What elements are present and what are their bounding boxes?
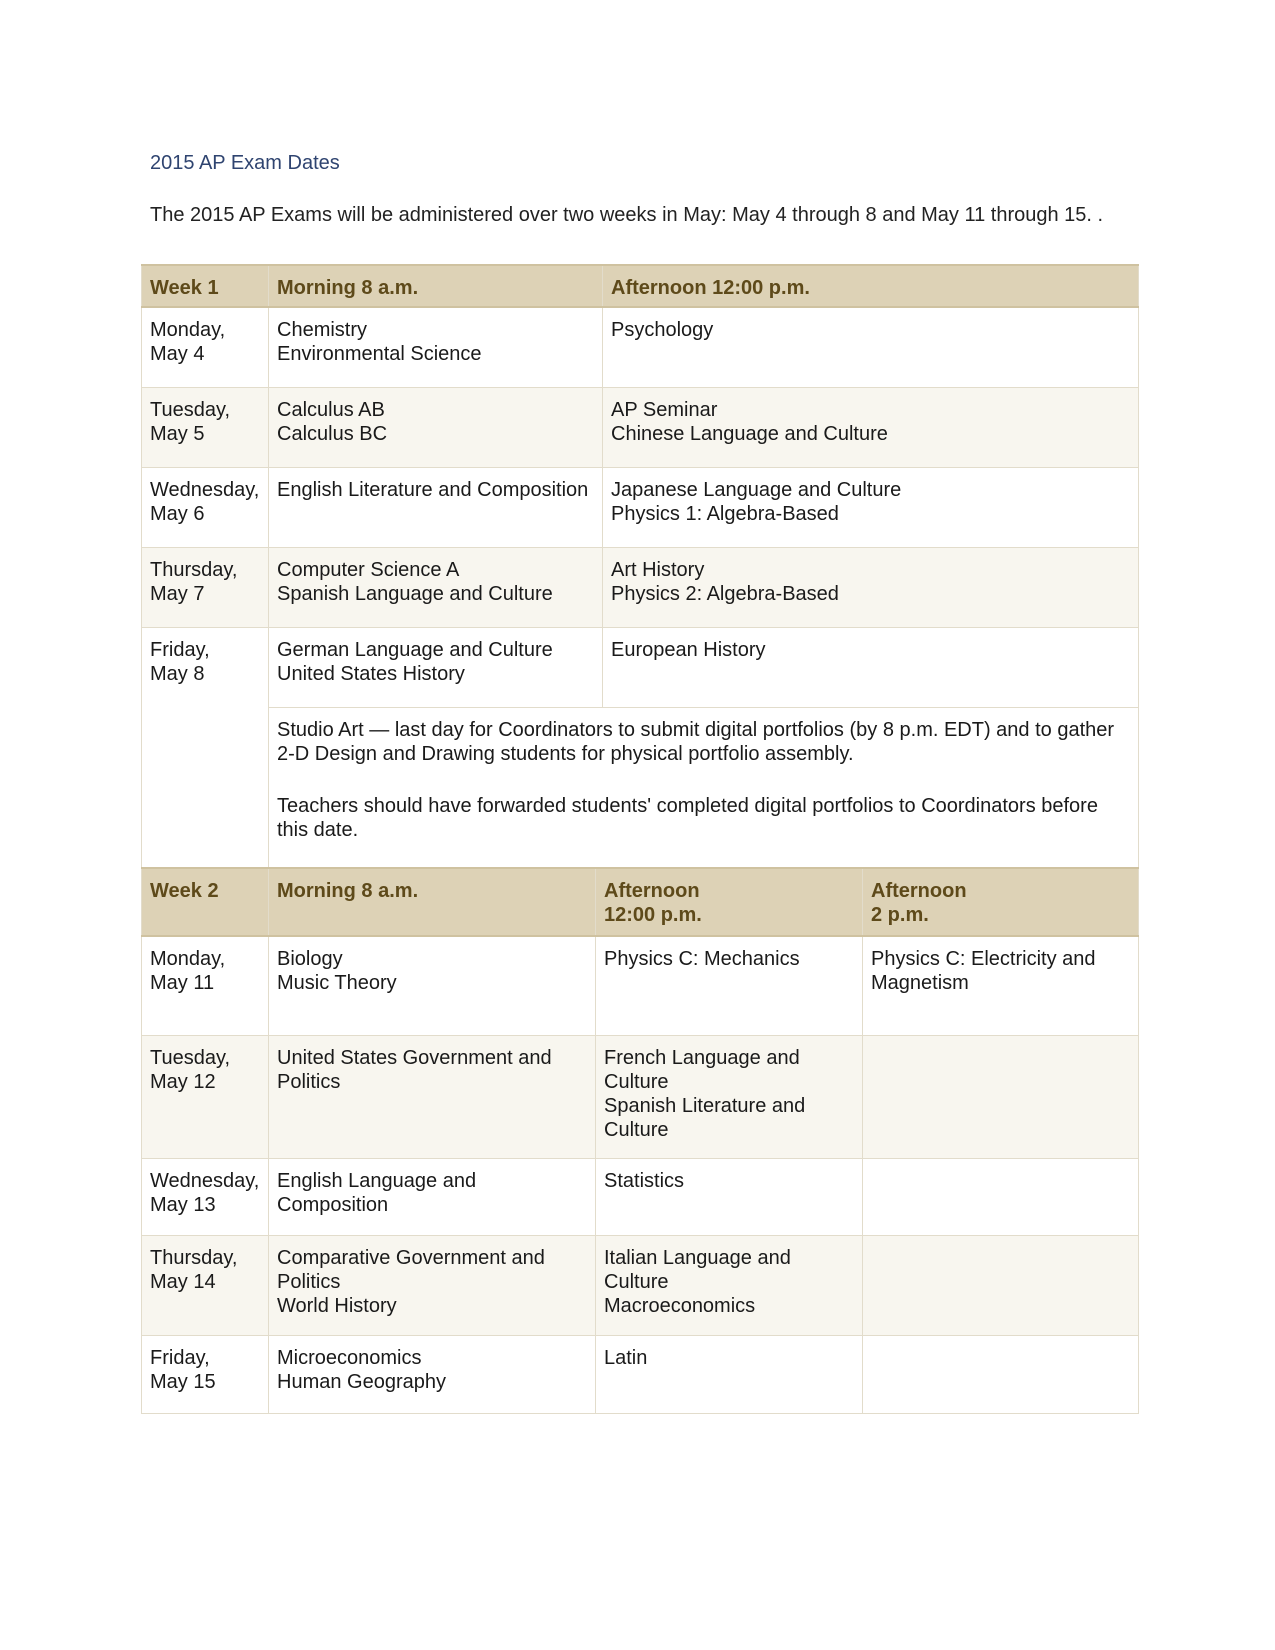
morning-exams-cell: Biology Music Theory [269,936,596,1035]
afternoon-12-exams-cell: French Language and Culture Spanish Literature and Culture [596,1035,863,1158]
week2-header-row [142,868,1139,936]
day-cell: Friday, May 15 [142,1335,269,1413]
studio-art-note-paragraph: Studio Art — last day for Coordinators to submit digital portfolios (by 8 p.m. EDT) and to gather 2-D Design and Drawing students for physical portfolio assembly. [277,718,1115,765]
morning-exams-cell: English Language and Composition [269,1158,596,1235]
table-row [142,1335,1139,1413]
afternoon-2-exams-cell: Physics C: Electricity and Magnetism [863,936,1139,1035]
afternoon-exams-cell: Psychology [603,307,1139,387]
day-cell: Thursday, May 14 [142,1235,269,1335]
afternoon-2-exams-cell [863,1035,1139,1158]
table-row [142,307,1139,387]
table-row [142,1235,1139,1335]
table-row [142,387,1139,467]
day-cell: Tuesday, May 5 [142,387,269,467]
day-cell: Wednesday, May 6 [142,467,269,547]
week2-header-morning: Morning 8 a.m. [269,868,596,936]
day-cell: Wednesday, May 13 [142,1158,269,1235]
day-cell: Thursday, May 7 [142,547,269,627]
afternoon-12-exams-cell: Statistics [596,1158,863,1235]
week1-header-row [142,265,1139,307]
week2-schedule-table [141,867,1139,1414]
week1-schedule-table [141,264,1139,871]
day-cell: Monday, May 4 [142,307,269,387]
afternoon-2-exams-cell [863,1158,1139,1235]
table-row [142,547,1139,627]
week1-header-morning: Morning 8 a.m. [269,265,603,307]
table-row [142,1035,1139,1158]
week2-header-afternoon-12: Afternoon 12:00 p.m. [596,868,863,936]
afternoon-exams-cell: Art History Physics 2: Algebra-Based [603,547,1139,627]
afternoon-2-exams-cell [863,1335,1139,1413]
teachers-note-paragraph: Teachers should have forwarded students' completed digital portfolios to Coordinators before this date. [277,794,1098,841]
intro-paragraph: The 2015 AP Exams will be administered over two weeks in May: May 4 through 8 and May 11 through 15. . [150,204,1104,226]
studio-art-note [269,707,1139,870]
morning-exams-cell: Computer Science A Spanish Language and Culture [269,547,603,627]
afternoon-2-exams-cell [863,1235,1139,1335]
day-cell: Tuesday, May 12 [142,1035,269,1158]
day-cell: Friday, May 8 [142,627,269,870]
morning-exams-cell: German Language and Culture United States History [269,627,603,707]
day-cell: Monday, May 11 [142,936,269,1035]
studio-art-note-row [142,707,1139,870]
week2-header-week: Week 2 [142,868,269,936]
morning-exams-cell: Chemistry Environmental Science [269,307,603,387]
afternoon-exams-cell: European History [603,627,1139,707]
morning-exams-cell: United States Government and Politics [269,1035,596,1158]
table-row [142,627,1139,707]
afternoon-exams-cell: AP Seminar Chinese Language and Culture [603,387,1139,467]
table-row [142,1158,1139,1235]
afternoon-12-exams-cell: Latin [596,1335,863,1413]
morning-exams-cell: English Literature and Composition [269,467,603,547]
afternoon-12-exams-cell: Italian Language and Culture Macroeconomics [596,1235,863,1335]
morning-exams-cell: Calculus AB Calculus BC [269,387,603,467]
morning-exams-cell: Microeconomics Human Geography [269,1335,596,1413]
week1-header-week: Week 1 [142,265,269,307]
week1-header-afternoon: Afternoon 12:00 p.m. [603,265,1139,307]
afternoon-exams-cell: Japanese Language and Culture Physics 1: Algebra-Based [603,467,1139,547]
afternoon-12-exams-cell: Physics C: Mechanics [596,936,863,1035]
week2-header-afternoon-2: Afternoon 2 p.m. [863,868,1139,936]
morning-exams-cell: Comparative Government and Politics World History [269,1235,596,1335]
page-title: 2015 AP Exam Dates [150,152,340,174]
table-row [142,467,1139,547]
table-row [142,936,1139,1035]
